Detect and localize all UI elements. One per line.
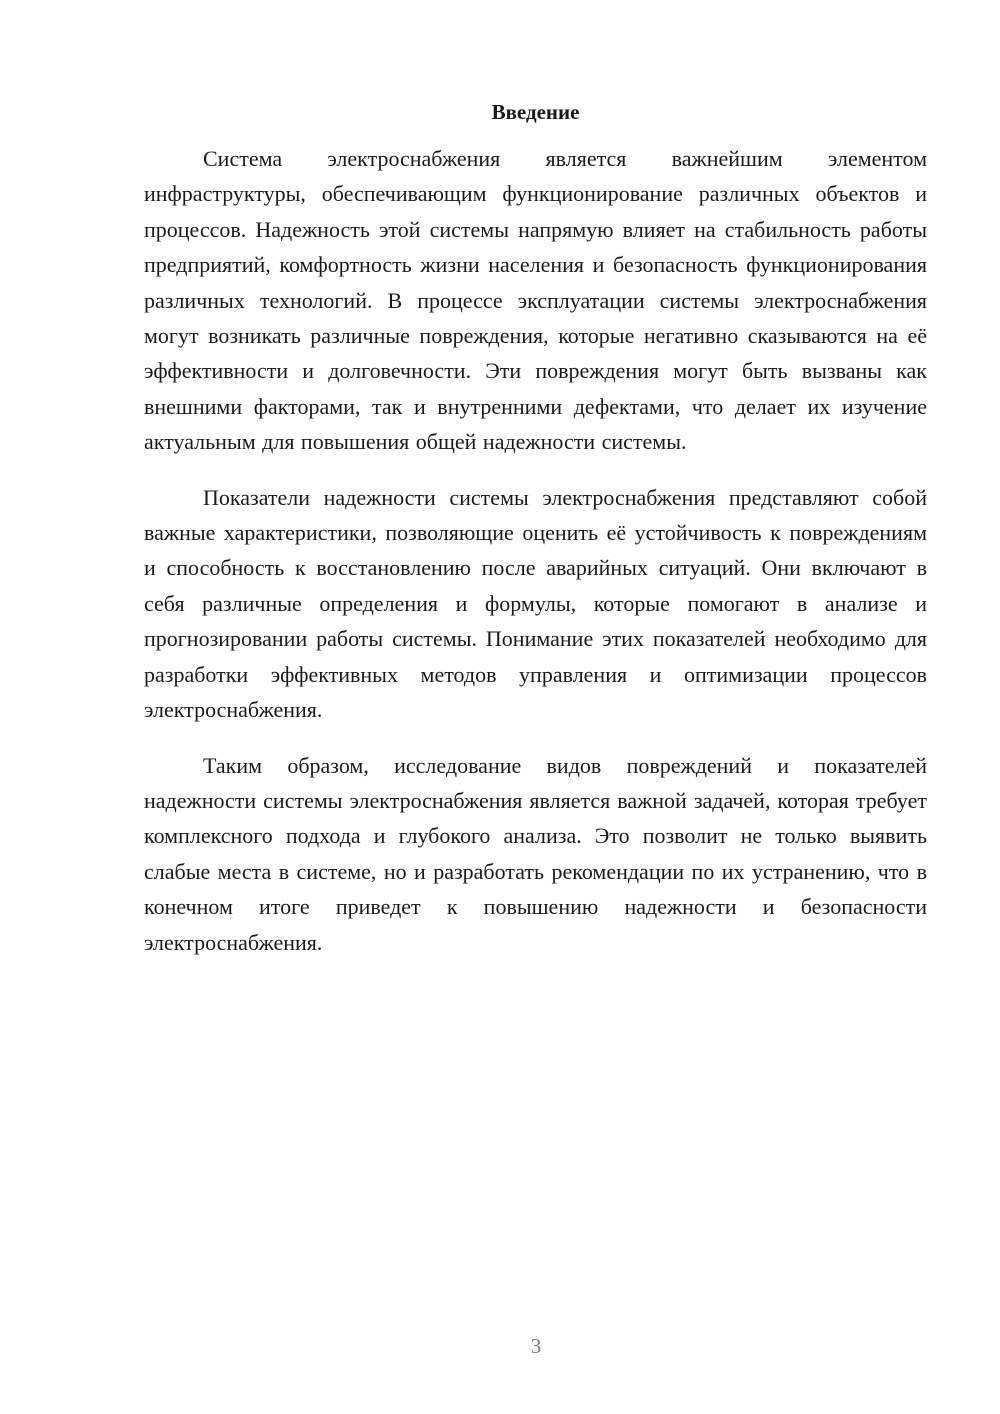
page-number: 3 (530, 1334, 542, 1358)
section-heading: Введение (491, 100, 580, 124)
paragraph-2: Показатели надежности системы электроснабжения представляют собой важные характеристики, позволяющие оценить её устойчивость к повреждениям и способность к восстановлению после аварийных ситуаций. Они включают в себя различные определения и формулы, которые помогают в анализе и прогнозировании работы системы. Понимание этих показателей необходимо для разработки эффективных методов управления и оптимизации процессов электроснабжения. (144, 484, 927, 723)
body-text (144, 141, 927, 980)
paragraph-1: Система электроснабжения является важнейшим элементом инфраструктуры, обеспечивающим функционирование различных объектов и процессов. Надежность этой системы напрямую влияет на стабильность работы предприятий, комфортность жизни населения и безопасность функционирования различных технологий. В процессе эксплуатации системы электроснабжения могут возникать различные повреждения, которые негативно сказываются на её эффективности и долговечности. Эти повреждения могут быть вызваны как внешними факторами, так и внутренними дефектами, что делает их изучение актуальным для повышения общей надежности системы. (144, 146, 927, 455)
paragraph-3: Таким образом, исследование видов повреждений и показателей надежности системы электроснабжения является важной задачей, которая требует комплексного подхода и глубокого анализа. Это позволит не только выявить слабые места в системе, но и разработать рекомендации по их устранению, что в конечном итоге приведет к повышению надежности и безопасности электроснабжения. (144, 752, 927, 955)
